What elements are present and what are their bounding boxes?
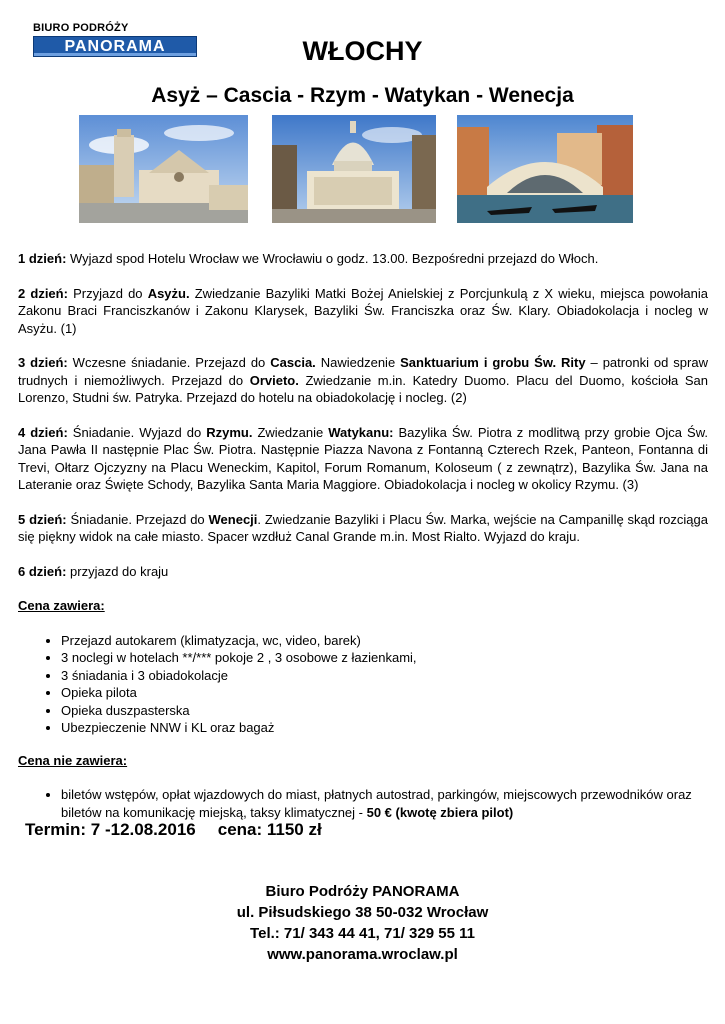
day-text: Bazylika Św. Piotra z modlitwą przy grobie Ojca Św. Jana Pawła II następnie Plac Św. Piotra. Następnie Piazza Navona z Fontanną Czterech Rzek, Panteon, Fontanna di Trevi, Ołtarz Ojczyzny na Placu Weneckim, Kapitol, Forum Romanum, Koloseum ( z zewnątrz), Bazylika Św. Jana na Lateranie oraz Święte Schody, Bazylika Santa Maria Maggiore. Obiadokolacja i nocleg w okolicy Rzymu. (3) xyxy=(18,424,708,492)
agency-phone: Tel.: 71/ 343 44 41, 71/ 329 55 11 xyxy=(250,925,475,942)
day-text: Wyjazd spod Hotelu Wrocław we Wrocławiu o godz. 13.00. Bezpośredni przejazd do Włoch. xyxy=(66,251,599,266)
trip-dates-price xyxy=(25,820,322,840)
contact-footer xyxy=(0,881,725,965)
day-text: Zwiedzanie m.in. Katedry Duomo. Placu del Duomo, kościoła San Lorenzo, Studni św. Patryka. Przejazd do hotelu na obiadokolację i nocleg. (2) xyxy=(18,372,708,405)
logo-caption: BIURO PODRÓŻY xyxy=(33,22,129,34)
st-peters-basilica-photo xyxy=(272,115,436,223)
day-text: Śniadanie. Wyjazd do xyxy=(67,424,207,440)
day-3-paragraph xyxy=(18,354,708,407)
agency-website[interactable]: www.panorama.wroclaw.pl xyxy=(267,946,458,963)
day-highlight: Watykanu: xyxy=(328,424,394,440)
list-item: • Opieka pilota xyxy=(61,684,708,702)
day-label: 4 dzień: xyxy=(18,424,68,440)
assisi-photo xyxy=(79,115,248,223)
excludes-heading: Cena nie zawiera: xyxy=(18,752,128,768)
day-text: Zwiedzanie Bazyliki Matki Bożej Anielskiej z Porcjunkulą z X wieku, miejsca powołania Zakonu Braci Franciszkanów i Zakonu Klarysek, Bazyliki Św. Franciszka oraz Św. Klary. Obiadokolacja i nocleg w Asyżu. (1) xyxy=(18,285,708,336)
day-highlight: Wenecji xyxy=(208,511,258,527)
trip-dates: Termin: 7 -12.08.2016 xyxy=(25,820,196,839)
day-highlight: Rzymu. xyxy=(206,424,253,440)
day-text: Śniadanie. Przejazd do xyxy=(66,511,209,527)
day-4-paragraph xyxy=(18,424,708,494)
day-label: 1 dzień: xyxy=(18,251,67,266)
list-item: • 3 śniadania i 3 obiadokolacje xyxy=(61,667,708,685)
day-2-paragraph xyxy=(18,285,708,338)
excludes-list xyxy=(18,786,708,821)
day-label: 3 dzień: xyxy=(18,355,68,370)
list-item: • 3 noclegi w hotelach **/*** pokoje 2 , 3 osobowe z łazienkami, xyxy=(61,649,708,667)
day-label: 6 dzień: xyxy=(18,563,67,579)
page-subtitle: Asyż – Cascia - Rzym - Watykan - Wenecja xyxy=(151,84,574,107)
day-text: przyjazd do kraju xyxy=(66,563,169,579)
day-text: Wczesne śniadanie. Przejazd do xyxy=(67,355,271,370)
rialto-venice-photo xyxy=(457,115,633,223)
day-highlight: Cascia. xyxy=(270,355,316,370)
day-highlight: Sanktuarium i grobu Św. Rity xyxy=(400,355,586,370)
day-text: – patronki od spraw trudnych i niemożliwych. Przejazd do xyxy=(18,355,708,388)
itinerary-days xyxy=(18,250,708,580)
agency-address: ul. Piłsudskiego 38 50-032 Wrocław xyxy=(236,904,489,921)
day-highlight: Asyżu. xyxy=(147,285,190,301)
excludes-fee: 50 € (kwotę zbiera pilot) xyxy=(366,804,514,820)
trip-price: cena: 1150 zł xyxy=(217,820,322,839)
day-text: Przyjazd do xyxy=(67,285,148,301)
day-text: Zwiedzanie xyxy=(252,424,329,440)
excludes-text: biletów wstępów, opłat wjazdowych do miast, płatnych autostrad, parkingów, miejscowych przewodników oraz biletów na komunikację miejską, taksy klimatycznej - xyxy=(61,787,692,820)
agency-name: Biuro Podróży PANORAMA xyxy=(265,883,460,900)
includes-heading: Cena zawiera: xyxy=(18,598,105,613)
itinerary-body xyxy=(18,250,708,821)
day-text: . Zwiedzanie Bazyliki i Placu Św. Marka, wejście na Campanillę skąd rozciąga się piękny widok na całe miasto. Spacer wzdłuż Canal Grande m.in. Most Rialto. Wyjazd do kraju. xyxy=(18,511,708,544)
day-5-paragraph xyxy=(18,511,708,546)
includes-list xyxy=(18,632,708,737)
day-6-paragraph xyxy=(18,563,708,581)
day-1-paragraph xyxy=(18,250,708,268)
page-title: WŁOCHY xyxy=(302,36,423,66)
list-item xyxy=(61,786,708,821)
day-label: 5 dzień: xyxy=(18,511,67,527)
day-text: Nawiedzenie xyxy=(315,355,401,370)
list-item: • Opieka duszpasterska xyxy=(61,702,708,720)
logo-brand: PANORAMA xyxy=(33,36,197,57)
day-label: 2 dzień: xyxy=(18,285,68,301)
list-item: • Ubezpieczenie NNW i KL oraz bagaż xyxy=(61,719,708,737)
list-item: • Przejazd autokarem (klimatyzacja, wc, video, barek) xyxy=(61,632,708,650)
day-highlight: Orvieto. xyxy=(249,372,299,388)
